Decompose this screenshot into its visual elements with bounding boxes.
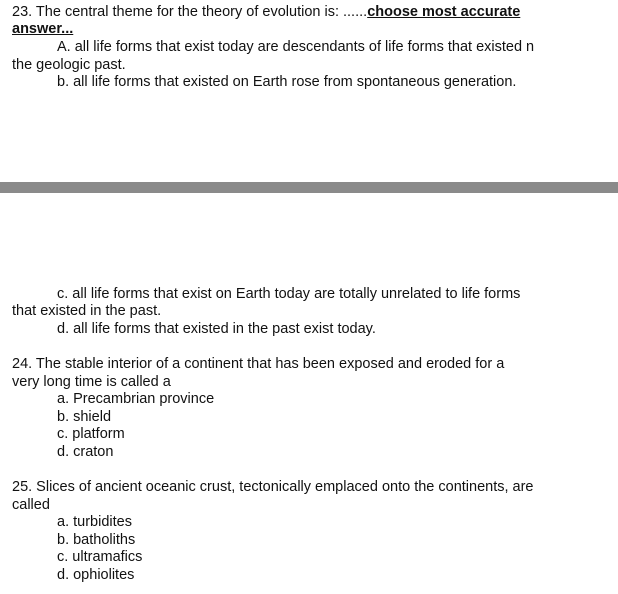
q24-stem-line1: 24. The stable interior of a continent that has been exposed and eroded for a <box>12 356 505 372</box>
q24-option-c: c. platform <box>57 426 125 442</box>
q24-option-b: b. shield <box>57 409 112 425</box>
q24-stem-line2: very long time is called a <box>12 374 171 390</box>
q23-instruction-cont: answer... <box>12 21 74 37</box>
q23-option-a-cont: the geologic past. <box>12 57 126 73</box>
q25-stem-line1: 25. Slices of ancient oceanic crust, tectonically emplaced onto the continents, are <box>12 479 534 495</box>
q23-option-c: c. all life forms that exist on Earth today are totally unrelated to life forms <box>57 286 521 302</box>
q25-option-b: b. batholiths <box>57 532 136 548</box>
q23-option-d: d. all life forms that existed in the past exist today. <box>57 321 376 337</box>
q23-option-a: A. all life forms that exist today are descendants of life forms that existed n <box>57 39 535 55</box>
q24-option-d: d. craton <box>57 444 114 460</box>
q25-option-a: a. turbidites <box>57 514 132 530</box>
q25-option-c: c. ultramafics <box>57 549 143 565</box>
q23-option-c-cont: that existed in the past. <box>12 303 162 319</box>
q23-stem-text: 23. The central theme for the theory of evolution is: ...... <box>12 4 368 20</box>
q23-option-b: b. all life forms that existed on Earth rose from spontaneous generation. <box>57 74 517 90</box>
q23-instruction: choose most accurate <box>367 4 521 20</box>
page-break-divider <box>0 182 618 193</box>
q25-stem-line2: called <box>12 497 50 513</box>
q23-stem-line1 <box>12 4 520 21</box>
q25-option-d: d. ophiolites <box>57 567 135 583</box>
q24-option-a: a. Precambrian province <box>57 391 215 407</box>
